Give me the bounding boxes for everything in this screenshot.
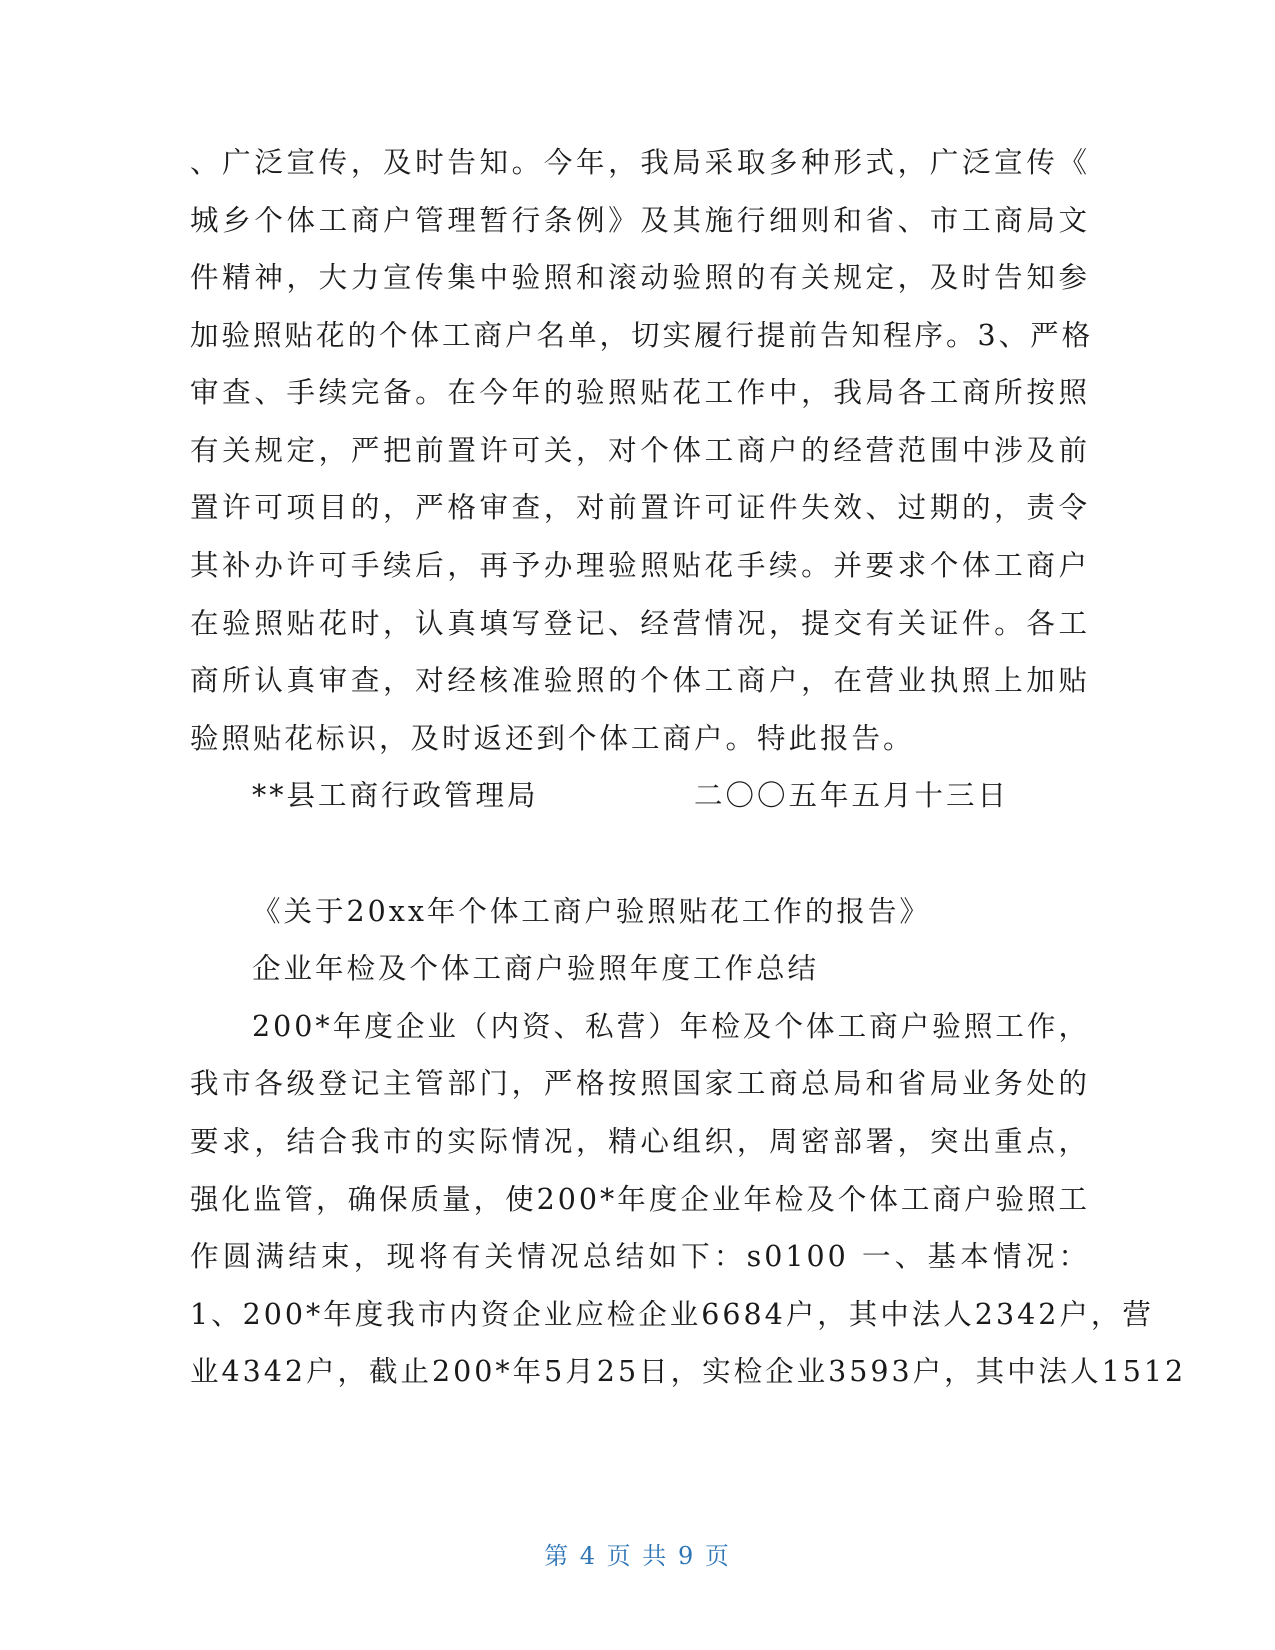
paragraph-line: 、广泛宣传，及时告知。今年，我局采取多种形式，广泛宣传《 [190,146,1090,179]
paragraph-line: 200*年度企业（内资、私营）年检及个体工商户验照工作， [252,1010,1090,1043]
paragraph-line: 有关规定，严把前置许可关，对个体工商户的经营范围中涉及前 [190,434,1090,467]
reference-title: 《关于20xx年个体工商户验照贴花工作的报告》 [252,895,931,928]
paragraph-line: 强化监管，确保质量，使200*年度企业年检及个体工商户验照工 [190,1183,1090,1216]
paragraph-line: 件精神，大力宣传集中验照和滚动验照的有关规定，及时告知参 [190,261,1090,294]
paragraph-line: 业4342户，截止200*年5月25日，实检企业3593户，其中法人1512 [190,1355,1187,1388]
paragraph-line: 其补办许可手续后，再予办理验照贴花手续。并要求个体工商户 [190,549,1090,582]
paragraph-line: 在验照贴花时，认真填写登记、经营情况，提交有关证件。各工 [190,607,1090,640]
paragraph-line: 置许可项目的，严格审查，对前置许可证件失效、过期的，责令 [190,491,1090,524]
paragraph-line: 我市各级登记主管部门，严格按照国家工商总局和省局业务处的 [190,1067,1090,1100]
paragraph-line: 审查、手续完备。在今年的验照贴花工作中，我局各工商所按照 [190,376,1090,409]
signature-org: **县工商行政管理局 [252,779,539,812]
paragraph-line: 加验照贴花的个体工商户名单，切实履行提前告知程序。3、严格 [190,319,1094,352]
paragraph-line: 作圆满结束，现将有关情况总结如下：s0100 一、基本情况： [190,1240,1090,1273]
section-title: 企业年检及个体工商户验照年度工作总结 [252,952,820,985]
paragraph-line: 要求，结合我市的实际情况，精心组织，周密部署，突出重点， [190,1125,1090,1158]
paragraph-line: 验照贴花标识，及时返还到个体工商户。特此报告。 [190,722,915,755]
paragraph-line: 城乡个体工商户管理暂行条例》及其施行细则和省、市工商局文 [190,204,1090,237]
paragraph-line: 1、200*年度我市内资企业应检企业6684户，其中法人2342户，营 [190,1298,1154,1331]
signature-date: 二〇〇五年五月十三日 [694,779,1010,812]
page-number-footer: 第 4 页 共 9 页 [544,1542,731,1570]
paragraph-line: 商所认真审查，对经核准验照的个体工商户，在营业执照上加贴 [190,664,1090,697]
